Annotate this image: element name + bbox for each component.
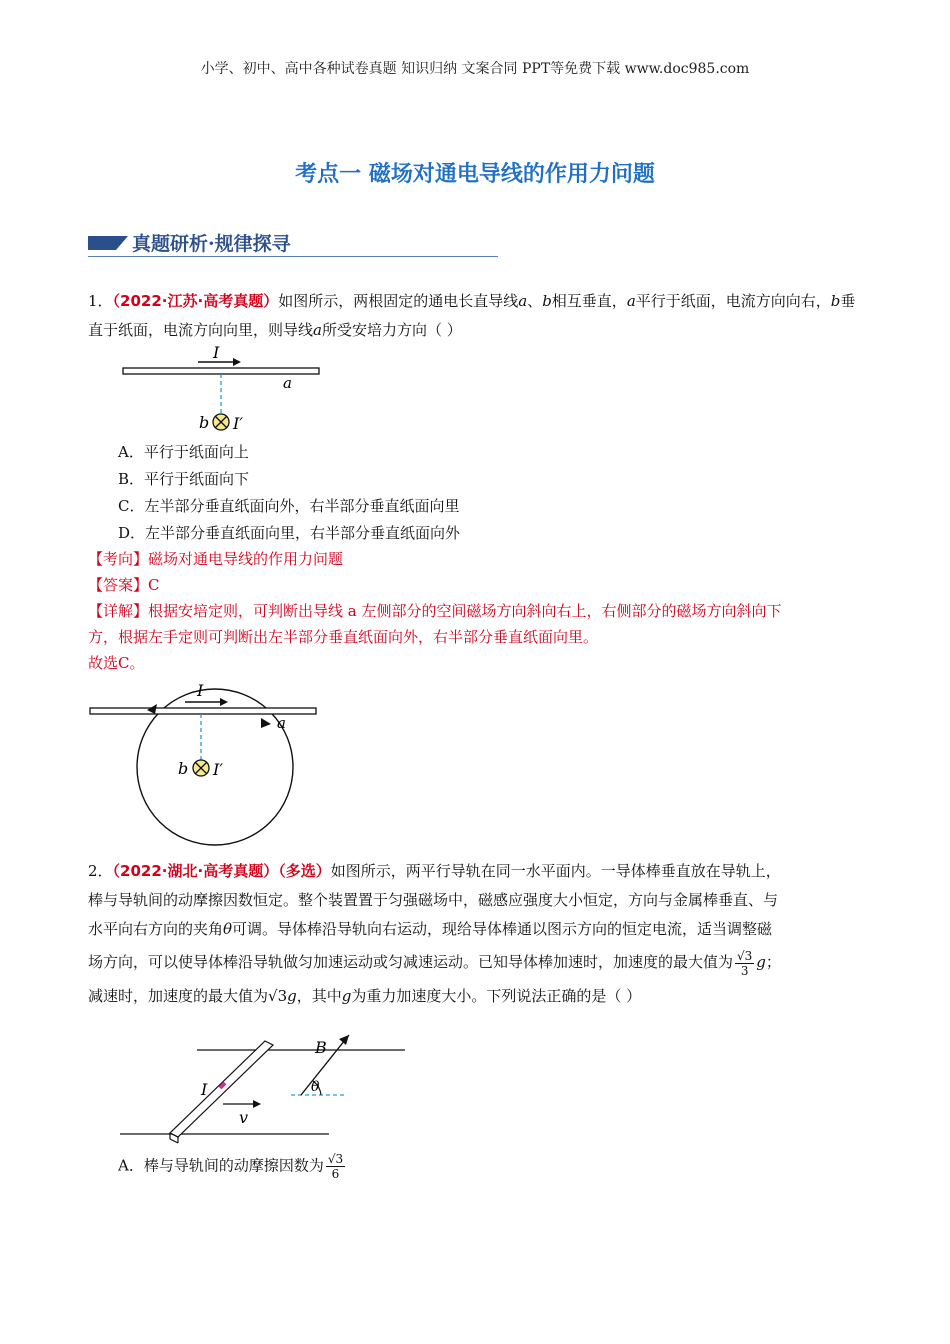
- q2-line-4a: 场方向，可以使导体棒沿导轨做匀加速运动或匀减速运动。已知导体棒加速时，加速度的最大值为: [88, 953, 734, 971]
- page-title: 考点一 磁场对通电导线的作用力问题: [295, 162, 655, 187]
- q2-g-2: g: [287, 986, 297, 1005]
- q1-sep: 、: [527, 292, 543, 310]
- q2-g-1: g: [756, 953, 766, 971]
- q2-figure-rails: [115, 1025, 415, 1145]
- section-heading: [88, 228, 498, 258]
- q2-line-3a: 水平向右方向的夹角: [88, 920, 224, 938]
- q2-option-a[interactable]: [118, 1152, 347, 1181]
- q2-line-3b: 可调。导体棒沿导轨向右运动，现给导体棒通以图示方向的恒定电流，适当调整磁: [232, 920, 773, 938]
- label-wire-a: a: [283, 374, 292, 392]
- q2-line-5c: 为重力加速度大小。下列说法正确的是（ ）: [351, 986, 642, 1005]
- q2-line-5a: 减速时，加速度的最大值为: [88, 986, 269, 1005]
- q1-text-b: 相互垂直，: [551, 292, 627, 310]
- q2-g-3: g: [341, 986, 352, 1005]
- field-arrow-right: [261, 718, 271, 728]
- q1-detail-line-1: 【详解】根据安培定则，可判断出导线 a 左侧部分的空间磁场方向斜向右上，右侧部分的磁场方向斜向下: [88, 602, 782, 620]
- label-current-i-q2: I: [201, 1080, 208, 1099]
- label-wire-b: b: [199, 413, 210, 432]
- q1-text-d: 垂直于纸面，电流方向向里，则导线: [88, 292, 856, 339]
- q1-var-b: b: [542, 292, 552, 310]
- q1-detail-line-2: 方，根据左手定则可判断出左半部分垂直纸面向外，右半部分垂直纸面向里。: [88, 628, 599, 646]
- question-2-stem: [88, 857, 868, 1011]
- q1-option-c[interactable]: C．左半部分垂直纸面向外，右半部分垂直纸面向里: [118, 497, 460, 515]
- q1-number: 1．: [88, 292, 113, 310]
- q1-answer: 【答案】C: [88, 576, 160, 594]
- q2-source: （2022·湖北·高考真题）（多选）: [112, 862, 331, 880]
- q1-solution-figure: [85, 676, 325, 851]
- q1-source: （2022·江苏·高考真题）: [112, 292, 279, 310]
- label-current-b: I′: [233, 414, 243, 433]
- q1-figure-wires: [115, 340, 335, 440]
- q2-number: 2．: [88, 862, 113, 880]
- q2-line-4-end: ；: [765, 953, 781, 971]
- section-rule: [88, 256, 498, 257]
- label-wire-b-solution: b: [178, 759, 189, 778]
- label-current-i: I: [213, 343, 220, 362]
- q1-option-b[interactable]: B．平行于纸面向下: [118, 470, 250, 488]
- q2-line-5b: ，其中: [296, 986, 342, 1005]
- label-field-b: B: [315, 1038, 327, 1057]
- q2-line-2: 棒与导轨间的动摩擦因数恒定。整个装置置于匀强磁场中，磁感应强度大小恒定，方向与金属棒垂直、与: [88, 891, 779, 909]
- section-bar-decoration: [88, 236, 116, 250]
- q1-text-a: 如图所示，两根固定的通电长直导线: [278, 292, 519, 310]
- q1-kaoxiang: 【考向】磁场对通电导线的作用力问题: [88, 550, 344, 568]
- q2-line-1: 如图所示，两平行导轨在同一水平面内。一导体棒垂直放在导轨上，: [330, 862, 781, 880]
- q2-fraction-sqrt3-over-3: $\frac{√3}{3}$: [737, 948, 753, 978]
- label-current-i-solution: I: [197, 681, 204, 700]
- q1-text-c: 平行于纸面，电流方向向右，: [635, 292, 831, 310]
- q1-var-a2: a: [626, 292, 636, 310]
- q1-text-e: 所受安培力方向（ ）: [321, 321, 462, 339]
- q1-var-a: a: [518, 292, 528, 310]
- q1-conclusion: 故选C。: [88, 654, 145, 672]
- current-arrowhead: [233, 358, 241, 366]
- question-1-stem: [88, 287, 868, 345]
- label-velocity-v: v: [239, 1108, 249, 1127]
- page-header: 小学、初中、高中各种试卷真题 知识归纳 文案合同 PPT等免费下载 www.doc985.com: [200, 61, 750, 77]
- q2-option-a-text: A．棒与导轨间的动摩擦因数为: [118, 1156, 324, 1175]
- q1-var-b2: b: [830, 292, 841, 310]
- q2-theta: θ: [223, 920, 233, 938]
- q2-option-a-fraction: $\frac{√3}{6}$: [327, 1152, 344, 1181]
- label-current-b-solution: I′: [213, 760, 223, 779]
- q1-option-d[interactable]: D．左半部分垂直纸面向里，右半部分垂直纸面向外: [118, 524, 461, 542]
- q1-var-a3: a: [313, 321, 322, 339]
- q2-sqrt3: √3: [268, 986, 288, 1005]
- label-wire-a-solution: a: [277, 714, 286, 732]
- q1-option-a[interactable]: A．平行于纸面向上: [118, 443, 249, 461]
- section-label: 真题研析·规律探寻: [132, 233, 291, 255]
- label-theta: θ: [311, 1079, 320, 1095]
- section-bar-triangle: [116, 236, 128, 250]
